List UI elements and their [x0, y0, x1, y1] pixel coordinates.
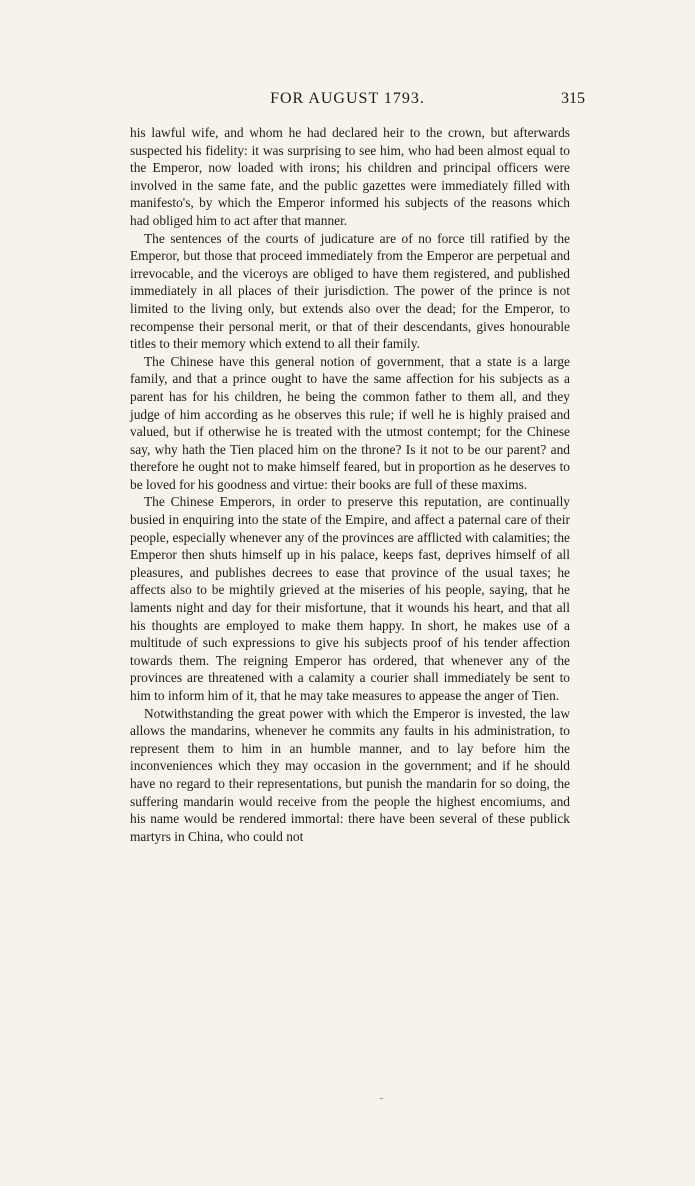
paragraph-2: The sentences of the courts of judicature are of no force till ratified by the Emperor, but those that proceed immediately from the Emperor are perpetual and irrevocable, and the viceroys are obliged to have them registered, and published immediately in all places of their jurisdiction. The power of the prince is not limited to the living only, but extends also over the dead; for the Emperor, to recompense their personal merit, or that of their descendants, gives honourable titles to their memory which extend to all their family. — [130, 230, 570, 352]
running-title: FOR AUGUST 1793. — [270, 90, 425, 107]
paragraph-1: his lawful wife, and whom he had declared heir to the crown, but afterwards suspected his fidelity: it was surprising to see him, who had been almost equal to the Emperor, now loaded with irons; his children and principal officers were involved in the same fate, and the public gazettes were immediately filled with manifesto's, by which the Emperor informed his subjects of the reasons which had obliged him to act after that manner. — [130, 125, 570, 228]
paragraph-3: The Chinese have this general notion of government, that a state is a large family, and that a prince ought to have the same affection for his subjects as a parent has for his children, he being the common father to them all, and they judge of him according as he observes this rule; if well he is highly praised and valued, but if otherwise he is treated with the utmost contempt; for the Chinese say, why hath the Tien placed him on the throne? Is it not to be our parent? and therefore he ought not to make himself feared, but in proportion as he deserves to be loved for his goodness and virtue: their books are full of these maxims. — [130, 353, 570, 492]
running-head — [0, 90, 695, 114]
page-number: 315 — [561, 90, 585, 107]
paragraph-5: Notwithstanding the great power with which the Emperor is invested, the law allows the mandarins, whenever he commits any faults in his administration, to represent them to him in an humble manner, and to lay before him the inconveniences which they may occasion in the government; and if he should have no regard to their representations, but punish the mandarin for so doing, the suffering mandarin would receive from the people the highest encomiums, and his name would be rendered immortal: there have been several of these publick martyrs in China, who could not — [130, 705, 570, 844]
body-text — [130, 124, 570, 845]
paragraph-4: The Chinese Emperors, in order to preserve this reputation, are continually busied in enquiring into the state of the Empire, and affect a paternal care of their people, especially whenever any of the provinces are afflicted with calamities; the Emperor then shuts himself up in his palace, keeps fast, deprives himself of all pleasures, and publishes decrees to ease that province of the usual taxes; he affects also to be mightily grieved at the miseries of his people, saying, that he laments night and day for their misfortune, that it wounds his heart, and that all his thoughts are employed to make them happy. In short, he makes use of a multitude of such expressions to give his subjects proof of his tender affection towards them. The reigning Emperor has ordered, that whenever any of the provinces are threatened with a calamity a courier shall immediately be sent to him to inform him of it, that he may take measures to appease the anger of Tien. — [130, 494, 570, 703]
paper-speck — [380, 1098, 383, 1099]
